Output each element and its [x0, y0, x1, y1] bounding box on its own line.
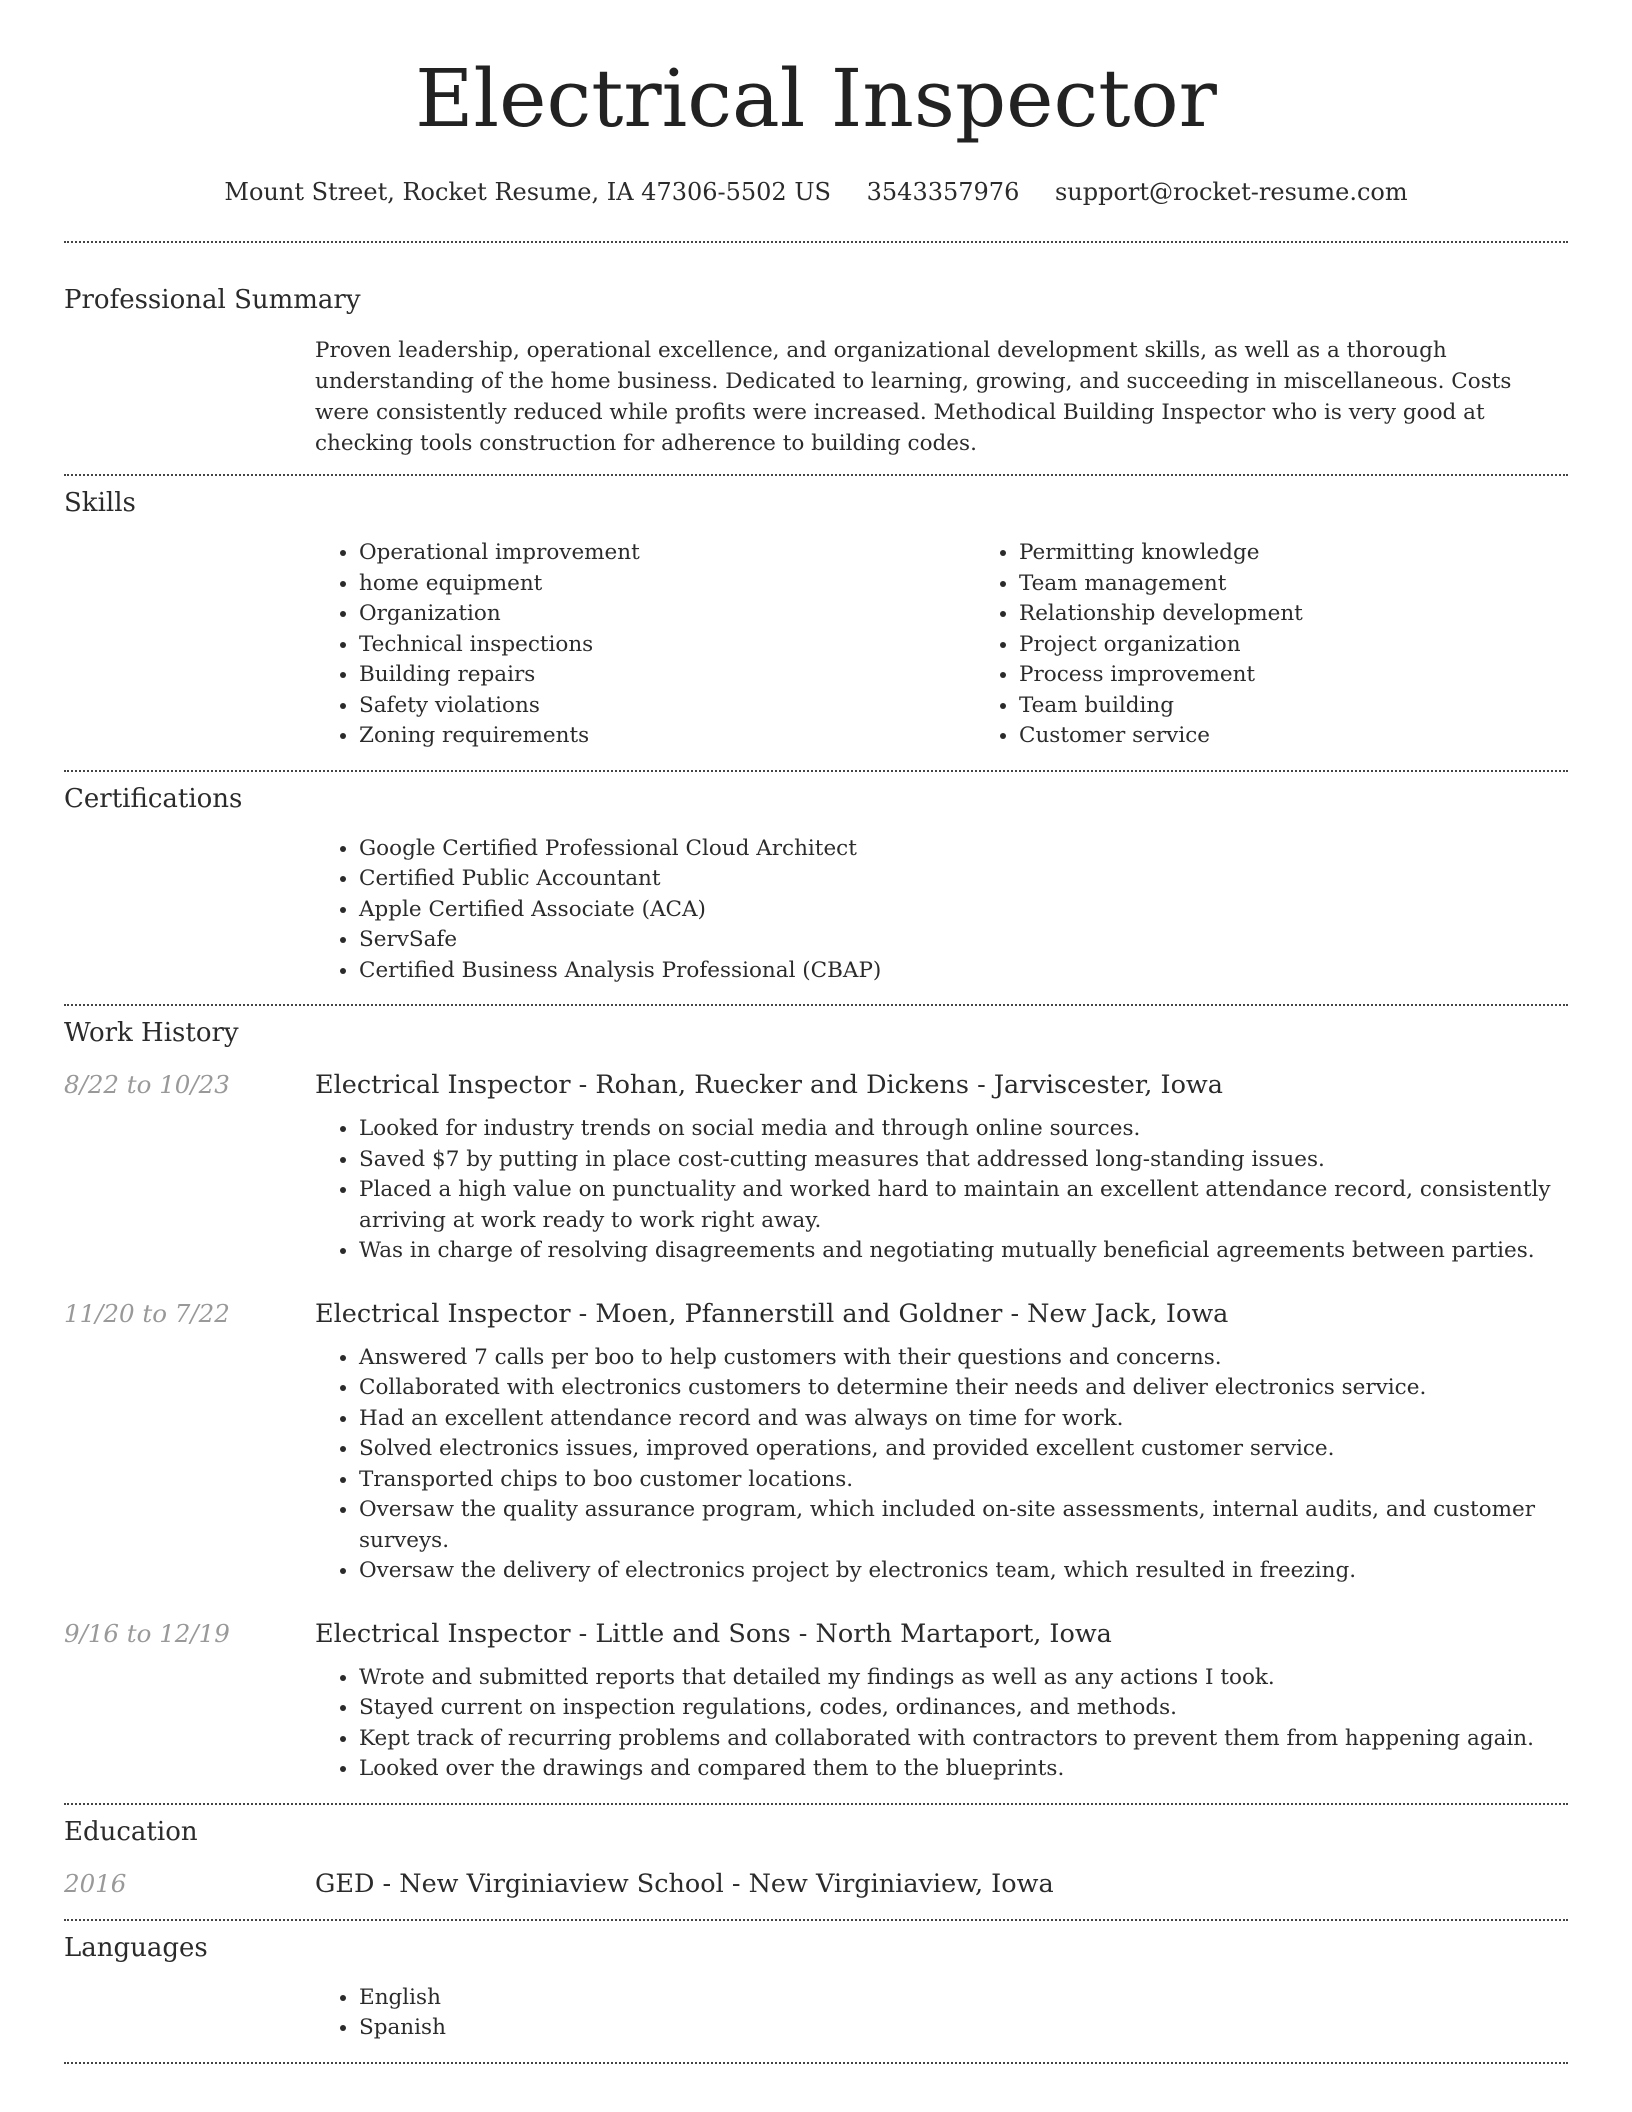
skill-item: • Zoning requirements [359, 721, 975, 752]
section-title-certifications: Certifications [64, 783, 243, 814]
skill-item: • Team building [1019, 691, 1632, 722]
job-bullet: • Saved $7 by putting in place cost-cutting measures that addressed long-standing issues. [359, 1145, 1568, 1176]
skill-item: • Customer service [1019, 721, 1632, 752]
job-bullet: • Oversaw the quality assurance program, which included on-site assessments, internal audits, and customer surveys. [359, 1495, 1568, 1556]
job-bullet: • Answered 7 calls per boo to help customers with their questions and concerns. [359, 1343, 1568, 1374]
job-bullet: • Was in charge of resolving disagreements and negotiating mutually beneficial agreements between parties. [359, 1236, 1568, 1267]
contact-line [64, 176, 1568, 208]
languages-list [315, 1983, 1568, 2044]
section-title-work-history: Work History [64, 1018, 239, 1048]
section-title-languages: Languages [64, 1932, 208, 1963]
job-dates: 8/22 to 10/23 [64, 1070, 230, 1099]
contact-address: Mount Street, Rocket Resume, IA 47306-5502 US [224, 178, 831, 206]
skill-item: • Safety violations [359, 691, 975, 722]
skills-columns [315, 538, 1632, 752]
divider [64, 1919, 1568, 1921]
job-title: Electrical Inspector - Little and Sons - North Martaport, Iowa [315, 1618, 1112, 1649]
education-year: 2016 [64, 1868, 127, 1898]
skill-item: • Process improvement [1019, 660, 1632, 691]
job-bullet: • Had an excellent attendance record and was always on time for work. [359, 1404, 1568, 1435]
job-bullets [315, 1343, 1568, 1587]
skill-item: • Operational improvement [359, 538, 975, 569]
skill-item: • home equipment [359, 569, 975, 600]
page-title: Electrical Inspector [415, 52, 1217, 145]
certification-item: • Certified Public Accountant [359, 864, 1568, 895]
divider [64, 1004, 1568, 1006]
contact-phone: 3543357976 [866, 178, 1020, 206]
certification-item: • ServSafe [359, 925, 1568, 956]
summary-text: Proven leadership, operational excellence, and organizational development skills, as well as a thorough understanding of the home business. Dedicated to learning, growing, and succeeding in miscellaneous. Costs were consistently reduced while profits were increased. Methodical Building Inspector who is very good at checking tools construction for adherence to building codes. [315, 338, 1512, 456]
job-title: Electrical Inspector - Moen, Pfannerstill and Goldner - New Jack, Iowa [315, 1298, 1229, 1329]
job-bullet: • Collaborated with electronics customers to determine their needs and deliver electronics service. [359, 1373, 1568, 1404]
education-entry [64, 1867, 1568, 1901]
job-entry [64, 1297, 1568, 1331]
job-bullet: • Looked for industry trends on social media and through online sources. [359, 1114, 1568, 1145]
section-title-summary: Professional Summary [64, 285, 361, 315]
job-bullet: • Looked over the drawings and compared them to the blueprints. [359, 1754, 1568, 1785]
job-bullet: • Stayed current on inspection regulations, codes, ordinances, and methods. [359, 1693, 1568, 1724]
section-title-education: Education [64, 1816, 198, 1847]
job-bullet: • Transported chips to boo customer locations. [359, 1465, 1568, 1496]
job-bullet: • Oversaw the delivery of electronics project by electronics team, which resulted in freezing. [359, 1556, 1568, 1587]
job-bullet: • Wrote and submitted reports that detailed my findings as well as any actions I took. [359, 1663, 1568, 1694]
job-bullet: • Kept track of recurring problems and collaborated with contractors to prevent them from happening again. [359, 1724, 1568, 1755]
skill-item: • Permitting knowledge [1019, 538, 1632, 569]
job-bullet: • Placed a high value on punctuality and worked hard to maintain an excellent attendance record, consistently arriving at work ready to work right away. [359, 1175, 1568, 1236]
certification-item: • Apple Certified Associate (ACA) [359, 895, 1568, 926]
job-entry [64, 1068, 1568, 1102]
skill-item: • Team management [1019, 569, 1632, 600]
skill-item: • Organization [359, 599, 975, 630]
job-bullets [315, 1114, 1568, 1267]
skill-item: • Project organization [1019, 630, 1632, 661]
certification-item: • Certified Business Analysis Professional (CBAP) [359, 956, 1568, 987]
job-title: Electrical Inspector - Rohan, Ruecker and Dickens - Jarviscester, Iowa [315, 1070, 1223, 1100]
skills-list-right [975, 538, 1632, 752]
job-bullet: • Solved electronics issues, improved operations, and provided excellent customer service. [359, 1434, 1568, 1465]
contact-email: support@rocket-resume.com [1054, 178, 1408, 206]
divider [64, 770, 1568, 772]
language-item: • English [359, 1983, 1568, 2014]
certifications-list [315, 834, 1568, 987]
language-item: • Spanish [359, 2013, 1568, 2044]
skill-item: • Technical inspections [359, 630, 975, 661]
divider [64, 241, 1568, 243]
job-entry [64, 1617, 1568, 1651]
certification-item: • Google Certified Professional Cloud Architect [359, 834, 1568, 865]
section-title-skills: Skills [64, 488, 136, 518]
job-dates: 11/20 to 7/22 [64, 1298, 230, 1328]
divider [64, 474, 1568, 476]
skills-list-left [315, 538, 975, 752]
divider [64, 2062, 1568, 2064]
divider [64, 1803, 1568, 1805]
job-bullets [315, 1663, 1568, 1785]
skill-item: • Relationship development [1019, 599, 1632, 630]
education-title: GED - New Virginiaview School - New Virginiaview, Iowa [315, 1868, 1054, 1899]
skill-item: • Building repairs [359, 660, 975, 691]
job-dates: 9/16 to 12/19 [64, 1618, 230, 1648]
